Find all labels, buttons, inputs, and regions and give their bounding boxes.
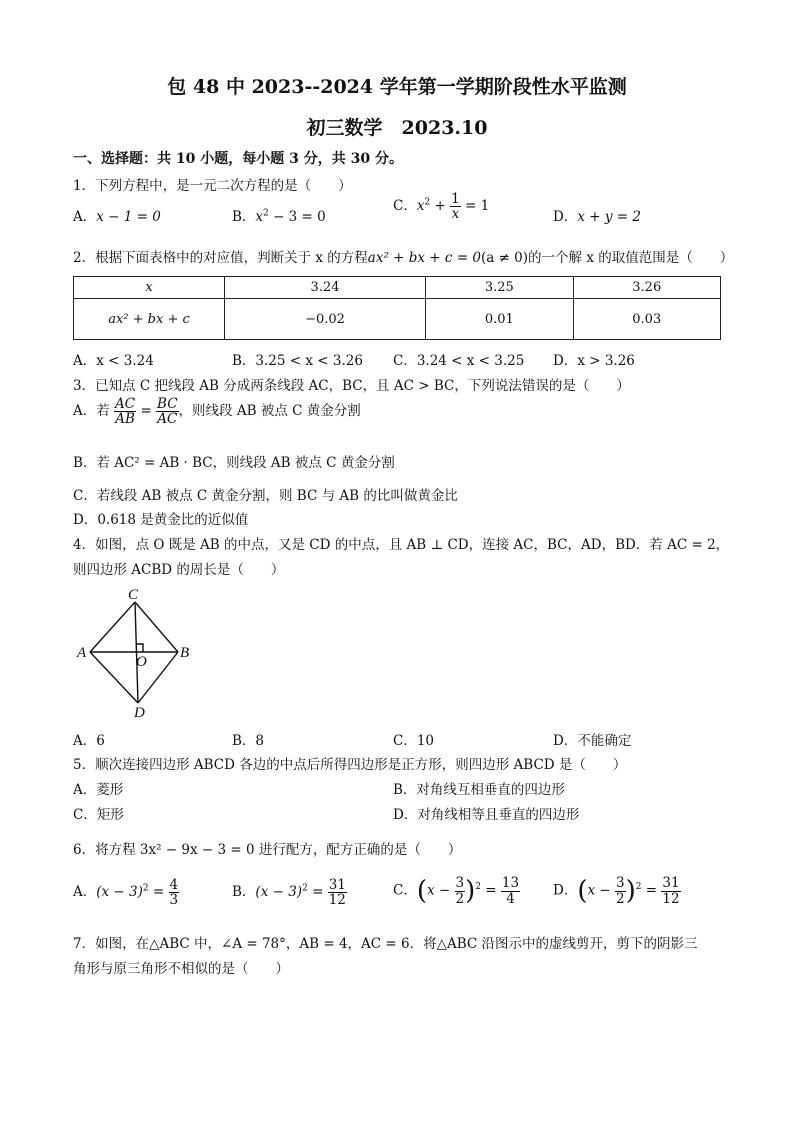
- q4-rhombus-figure: [70, 585, 210, 720]
- label-b: B: [180, 645, 190, 661]
- label-o: O: [136, 654, 147, 670]
- page-subtitle: 初三数学 2023.10: [306, 117, 488, 139]
- q1-stem: 1．下列方程中，是一元二次方程的是（ ）: [73, 178, 352, 194]
- q3-option-c: C．若线段 AB 被点 C 黄金分割，则 BC 与 AB 的比叫做黄金比: [73, 488, 458, 504]
- q5-option-d: D．对角线相等且垂直的四边形: [393, 807, 580, 823]
- q6-stem: 6．将方程 3x² − 9x − 3 = 0 进行配方，配方正确的是（ ）: [73, 842, 462, 858]
- table-row: ax² + bx + c −0.02 0.01 0.03: [74, 299, 721, 340]
- q1-option-b: B．$x^2 - 3 = 0$: [232, 208, 326, 225]
- table-row: x 3.24 3.25 3.26: [74, 277, 721, 299]
- q2-option-a: A．x < 3.24: [73, 353, 154, 369]
- q5-option-b: B．对角线互相垂直的四边形: [393, 782, 565, 798]
- edge-ac: [90, 602, 135, 652]
- page-title: 包 48 中 2023--2024 学年第一学期阶段性水平监测: [167, 76, 627, 98]
- q2-option-d: D．x > 3.26: [553, 353, 635, 369]
- q4-stem-line2: 则四边形 ACBD 的周长是（ ）: [73, 562, 285, 578]
- q4-option-b: B．8: [232, 733, 265, 749]
- q6-option-c: C．(x − $\frac{3}{2}$ )$^2$ = $\frac{13}{4}$: [393, 875, 520, 907]
- q5-stem: 5．顺次连接四边形 ABCD 各边的中点后所得四边形是正方形，则四边形 ABCD 是（ ）: [73, 757, 627, 773]
- q6-option-d: D．(x − $\frac{3}{2}$ )$^2$ = $\frac{31}{12}$: [553, 875, 680, 907]
- q6-option-a: A．$(x - 3)^2$ = $\frac{4}{3}$: [73, 877, 179, 909]
- q3-option-a: A．若 $\frac{AC}{AB}$ = $\frac{BC}{AC}$ ，则线段 AB 被点 C 黄金分割: [73, 396, 361, 428]
- q2-option-b: B．3.25 < x < 3.26: [232, 353, 363, 369]
- q5-option-c: C．矩形: [73, 807, 124, 823]
- q1-option-d: D．x + y = 2: [553, 209, 641, 225]
- q3-option-b: B．若 AC² = AB · BC，则线段 AB 被点 C 黄金分割: [73, 455, 395, 471]
- edge-da: [90, 652, 138, 703]
- q2-value-table: [73, 276, 721, 340]
- q1-option-a: A．x − 1 = 0: [73, 209, 161, 225]
- q2-stem: 2．根据下面表格中的对应值，判断关于 x 的方程ax² + bx + c = 0(a ≠ 0)的一个解 x 的取值范围是（ ）: [73, 250, 734, 266]
- q4-stem-line1: 4．如图，点 O 既是 AB 的中点，又是 CD 的中点，且 AB ⊥ CD，连接 AC，BC，AD，BD．若 AC = 2，: [73, 537, 730, 553]
- q7-stem-line2: 角形与原三角形不相似的是（ ）: [73, 961, 289, 977]
- q2-option-c: C．3.24 < x < 3.25: [393, 353, 525, 369]
- label-c: C: [128, 587, 139, 603]
- q5-option-a: A．菱形: [73, 782, 124, 798]
- q3-option-d: D．0.618 是黄金比的近似值: [73, 512, 249, 528]
- label-a: A: [77, 645, 87, 661]
- q6-option-b: B．$(x - 3)^2$ = $\frac{31}{12}$: [232, 877, 346, 909]
- q7-stem-line1: 7．如图，在△ABC 中，∠A = 78°，AB = 4，AC = 6．将△ABC 沿图示中的虚线剪开，剪下的阴影三: [73, 936, 698, 952]
- q4-option-c: C．10: [393, 733, 435, 749]
- label-d: D: [134, 705, 145, 720]
- q4-option-d: D．不能确定: [553, 733, 632, 749]
- section-heading: 一、选择题：共 10 小题，每小题 3 分，共 30 分。: [73, 151, 403, 167]
- q3-stem: 3．已知点 C 把线段 AB 分成两条线段 AC，BC，且 AC > BC，下列说法错误的是（ ）: [73, 378, 630, 394]
- q4-option-a: A．6: [73, 733, 105, 749]
- q1-option-c: C．$x^2$ + $\frac{1}{x}$ = 1: [393, 191, 490, 223]
